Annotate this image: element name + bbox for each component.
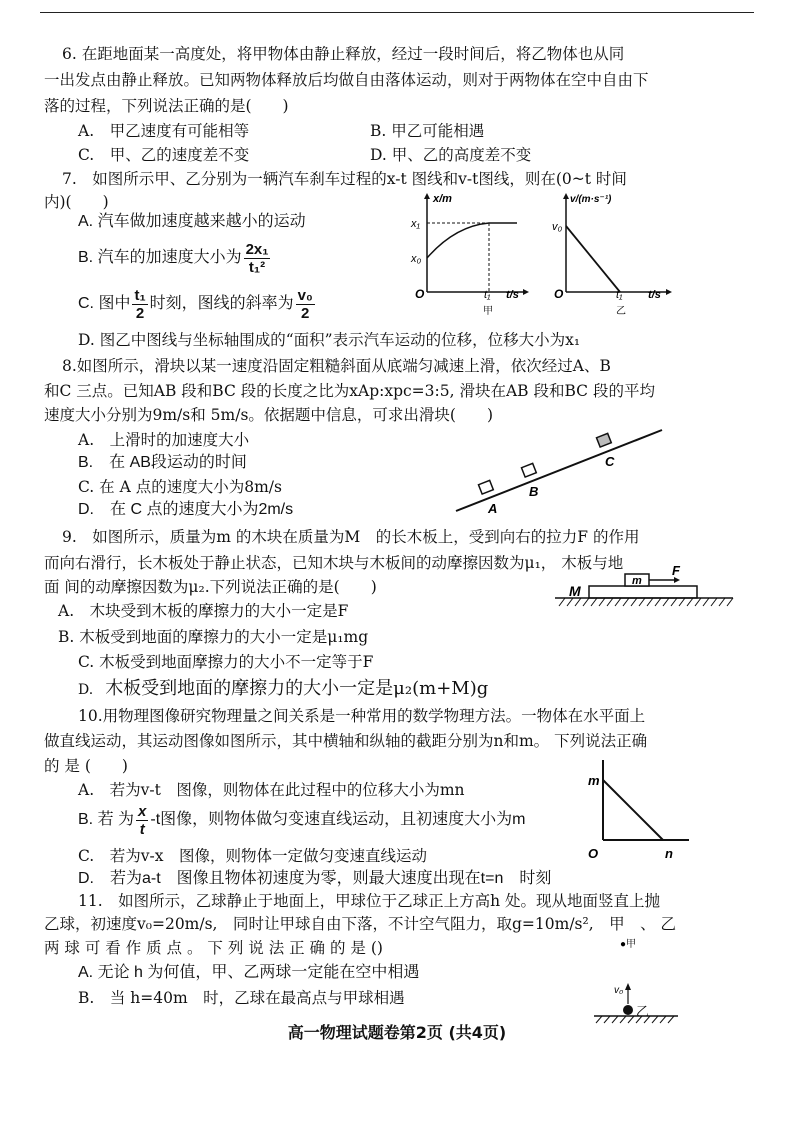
q9-option-c: C. 木板受到地面摩擦力的大小不一定等于F xyxy=(78,653,374,671)
label-m: m xyxy=(632,575,642,587)
q8-line3: 速度大小分别为9m/s和 5m/s。依据题中信息，可求出滑块( ) xyxy=(44,406,493,424)
q10-option-c: C. 若为v-x 图像，则物体一定做匀变速直线运动 xyxy=(78,847,427,865)
vt-x-arrow xyxy=(666,289,672,295)
label-yi: 乙 xyxy=(636,1004,650,1019)
top-rule xyxy=(40,12,754,13)
label-M: M xyxy=(569,583,581,599)
label-F: F xyxy=(672,563,680,578)
q6-option-d: D. 甲、乙的高度差不变 xyxy=(370,146,532,164)
xt-origin: O xyxy=(415,287,425,301)
q10-line2: 做直线运动，其运动图像如图所示，其中横轴和纵轴的截距分别为n和m。 下列说法正确 xyxy=(44,732,648,750)
q8-option-d: D. 在 C 点的速度大小为2m/s xyxy=(78,501,294,518)
q11-line1: 11. 如图所示，乙球静止于地面上，甲球位于乙球正上方高h 处。现从地面竖直上抛 xyxy=(78,892,661,910)
q11-option-b: B. 当 h=40m 时，乙球在最高点与甲球相遇 xyxy=(78,989,405,1007)
q7-option-b-text: B. 汽车的加速度大小为 xyxy=(78,249,242,266)
q8-option-c: C. 在 A 点的速度大小为8m/s xyxy=(78,478,282,496)
q7-graph-xt xyxy=(405,190,530,315)
q11-line3: 两 球 可 看 作 质 点 。 下 列 说 法 正 确 的 是 () xyxy=(44,939,383,957)
q10-line xyxy=(603,780,663,840)
q8-incline-diagram xyxy=(450,420,670,520)
q10-option-d: D. 若为a-t 图像且物体初速度为零，则最大速度出现在t=n 时刻 xyxy=(78,870,552,887)
xt-caption: 甲 xyxy=(483,306,493,315)
xt-t1-label: t₁ xyxy=(484,289,491,301)
q10-m-label: m xyxy=(588,773,600,788)
q7-option-c: C. 图中 $\frac{\text{t₁}}{2}$ 时刻，图线的斜率为 $\frac{\text{v₀}}{2}$ xyxy=(78,286,313,322)
q6-option-c: C. 甲、乙的速度差不变 xyxy=(78,146,250,164)
q9-option-b: B. 木板受到地面的摩擦力的大小一定是μ₁mg xyxy=(58,628,369,646)
block-b xyxy=(521,463,536,477)
q8-line1: 8.如图所示，滑块以某一速度沿固定粗糙斜面从底端匀减速上滑，依次经过A、B xyxy=(62,357,611,375)
ground-hatch xyxy=(559,598,733,606)
q10-line1: 10.用物理图像研究物理量之间关系是一种常用的数学物理方法。一物体在水平面上 xyxy=(78,707,646,725)
label-jia: ●甲 xyxy=(620,939,637,950)
q9-line2: 而向右滑行，长木板处于静止状态，已知木块与木板间的动摩擦因数为μ₁， 木板与地 xyxy=(44,554,624,572)
label-c: C xyxy=(605,454,615,469)
xt-ylabel: x/m xyxy=(433,193,452,205)
q10-option-b: B. 若 为 $\frac{x}{t}$ -t图像，则物体做匀变速直线运动，且初速度大小为m xyxy=(78,802,526,838)
vt-y-arrow xyxy=(563,193,569,199)
xt-curve xyxy=(427,223,517,258)
q7-option-b-fraction: $\frac{\text{2x₁}}{\text{t₁²}}$ xyxy=(245,240,269,276)
vt-t1-label: t₁ xyxy=(616,289,623,301)
q6-line3: 落的过程，下列说法正确的是( ) xyxy=(44,97,289,115)
block-a xyxy=(478,480,493,494)
q10-origin: O xyxy=(588,846,599,861)
q9-option-a: A. 木块受到木板的摩擦力的大小一定是F xyxy=(58,602,349,620)
xt-x0-label: x₀ xyxy=(411,253,422,265)
q9-line3: 面 间的动摩擦因数为μ₂.下列说法正确的是( ) xyxy=(44,578,377,596)
vt-caption: 乙 xyxy=(616,306,626,315)
vt-origin: O xyxy=(554,287,564,301)
q7-option-c-fraction-2: $\frac{\text{v₀}}{2}$ xyxy=(297,286,313,322)
q8-option-a: A. 上滑时的加速度大小 xyxy=(78,431,250,449)
q6-line1: 6. 在距地面某一高度处，将甲物体由静止释放，经过一段时间后，将乙物体也从同 xyxy=(62,45,625,63)
xt-x-arrow xyxy=(523,289,529,295)
q10-option-b-fraction: $\frac{x}{t}$ xyxy=(138,802,147,838)
q7-option-a: A. 汽车做加速度越来越小的运动 xyxy=(78,213,306,230)
q9-option-d: D. 木板受到地面的摩擦力的大小一定是μ₂(m+M)g xyxy=(78,678,489,699)
q11-diagram xyxy=(588,930,680,1025)
xt-x1-label: x₁ xyxy=(411,218,420,230)
q8-option-b: B. 在 AB段运动的时间 xyxy=(78,454,247,471)
q6-option-b: B. 甲乙可能相遇 xyxy=(370,122,485,140)
q10-line3: 的 是 ( ) xyxy=(44,757,128,775)
q11-line2: 乙球，初速度v₀=20m/s, 同时让甲球自由下落，不计空气阻力，取g=10m/s², 甲 、 乙 xyxy=(44,915,677,933)
long-board xyxy=(589,586,697,598)
q7-line2: 内)( ) xyxy=(44,193,109,211)
q7-graph-vt xyxy=(548,190,678,315)
xt-y-arrow xyxy=(424,193,430,199)
q10-n-label: n xyxy=(665,846,673,861)
block-c xyxy=(596,433,611,447)
q9-line1: 9. 如图所示，质量为m 的木块在质量为M 的长木板上，受到向右的拉力F 的作用 xyxy=(62,528,640,546)
v0-arrowhead xyxy=(625,983,631,990)
q11-option-a: A. 无论 h 为何值，甲、乙两球一定能在空中相遇 xyxy=(78,964,420,981)
q9-board-diagram xyxy=(555,560,735,608)
incline-line xyxy=(456,430,662,511)
q7-line1: 7. 如图所示甲、乙分别为一辆汽车刹车过程的x-t 图线和v-t图线，则在(0~t 时间 xyxy=(62,170,627,188)
q6-option-a: A. 甲乙速度有可能相等 xyxy=(78,122,250,140)
q7-option-c-fraction-1: $\frac{\text{t₁}}{2}$ xyxy=(134,286,146,322)
q6-line2: 一出发点由静止释放。已知两物体释放后均做自由落体运动，则对于两物体在空中自由下 xyxy=(44,71,649,89)
page-footer: 高一物理试题卷第2页 (共4页) xyxy=(287,1023,507,1042)
vt-v0-label: v₀ xyxy=(552,221,563,233)
q10-option-a: A. 若为v-t 图像，则物体在此过程中的位移大小为mn xyxy=(78,781,465,799)
ball-yi xyxy=(623,1005,633,1015)
q8-line2: 和C 三点。已知AB 段和BC 段的长度之比为xAp:xpc=3:5, 滑块在AB 段和BC 段的平均 xyxy=(44,382,655,400)
xt-xlabel: t/s xyxy=(506,289,519,301)
label-v0: v₀ xyxy=(614,985,624,996)
q7-option-d: D. 图乙中图线与坐标轴围成的“面积”表示汽车运动的位移，位移大小为x₁ xyxy=(78,331,581,349)
label-a: A xyxy=(488,501,498,516)
q7-option-b xyxy=(78,236,272,280)
vt-ylabel: v/(m·s⁻¹) xyxy=(570,194,612,205)
q10-graph xyxy=(585,758,695,868)
vt-xlabel: t/s xyxy=(648,289,661,301)
vt-line xyxy=(566,226,620,292)
label-b: B xyxy=(529,484,539,499)
